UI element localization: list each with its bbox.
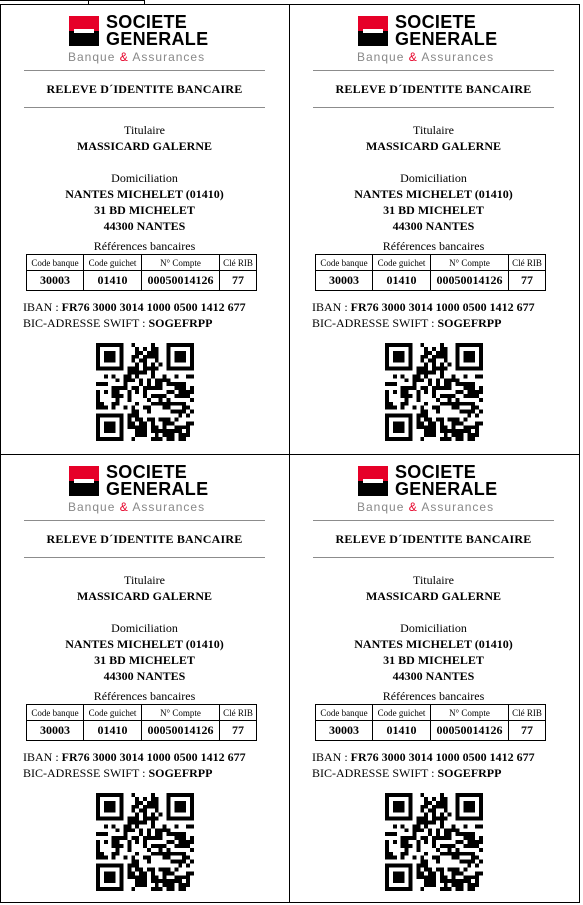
rib-card-2 [289, 4, 578, 453]
logo-tagline: Banque & Assurances [357, 500, 495, 514]
bic-line [312, 316, 501, 331]
bic-line [312, 766, 501, 781]
value-code-guichet: 01410 [84, 721, 142, 741]
domiciliation-city: 44300 NANTES [392, 219, 475, 233]
iban-line [23, 750, 246, 765]
bank-references-table [26, 704, 257, 741]
qr-code-icon [96, 343, 194, 441]
qr-code-icon [385, 793, 483, 891]
value-code-banque: 30003 [27, 271, 84, 291]
sg-logo-mark-icon [358, 466, 388, 496]
bic-label: BIC-ADRESSE SWIFT : [23, 766, 149, 780]
value-code-guichet: 01410 [84, 271, 142, 291]
divider [313, 520, 554, 521]
rib-title: RELEVE D´IDENTITE BANCAIRE [335, 82, 532, 96]
logo-text-line2: GENERALE [395, 479, 498, 499]
iban-value: FR76 3000 3014 1000 0500 1412 677 [61, 750, 246, 764]
holder-name: MASSICARD GALERNE [365, 589, 502, 603]
table-row [27, 271, 257, 291]
iban-line [312, 750, 535, 765]
bic-label: BIC-ADRESSE SWIFT : [312, 316, 438, 330]
value-cle-rib: 77 [220, 721, 257, 741]
bank-references-table [26, 254, 257, 291]
holder-name: MASSICARD GALERNE [76, 139, 213, 153]
iban-line [23, 300, 246, 315]
header-cle-rib: Clé RIB [220, 705, 257, 721]
table-header-row [316, 255, 546, 271]
domiciliation-label: Domiciliation [400, 621, 467, 635]
divider [313, 107, 554, 108]
header-cle-rib: Clé RIB [220, 255, 257, 271]
domiciliation-street: 31 BD MICHELET [94, 203, 195, 217]
holder-name: MASSICARD GALERNE [365, 139, 502, 153]
header-numero-compte: N° Compte [142, 255, 220, 271]
societe-generale-logo [66, 12, 226, 62]
header-numero-compte: N° Compte [431, 705, 509, 721]
divider [24, 70, 265, 71]
logo-text-line2: GENERALE [395, 29, 498, 49]
divider [24, 107, 265, 108]
domiciliation-branch: NANTES MICHELET (01410) [65, 187, 224, 201]
value-cle-rib: 77 [509, 721, 546, 741]
logo-text-line2: GENERALE [106, 479, 209, 499]
header-code-guichet: Code guichet [84, 705, 142, 721]
bic-value: SOGEFRPP [148, 766, 213, 780]
rib-card-3 [0, 454, 289, 903]
references-label: Références bancaires [93, 239, 196, 253]
holder-label: Titulaire [413, 123, 454, 137]
rib-card-4 [289, 454, 578, 903]
domiciliation-branch: NANTES MICHELET (01410) [354, 637, 513, 651]
bank-references-table [315, 254, 546, 291]
domiciliation-branch: NANTES MICHELET (01410) [65, 637, 224, 651]
domiciliation-city: 44300 NANTES [392, 669, 475, 683]
header-numero-compte: N° Compte [431, 255, 509, 271]
value-cle-rib: 77 [509, 271, 546, 291]
table-row [316, 271, 546, 291]
table-row [316, 721, 546, 741]
bic-value: SOGEFRPP [437, 766, 502, 780]
bank-references-table [315, 704, 546, 741]
holder-label: Titulaire [413, 573, 454, 587]
iban-value: FR76 3000 3014 1000 0500 1412 677 [350, 300, 535, 314]
iban-label: IBAN : [312, 300, 351, 314]
logo-text-line1: SOCIETE [395, 462, 477, 482]
qr-code-icon [385, 343, 483, 441]
references-label: Références bancaires [93, 689, 196, 703]
logo-tagline: Banque & Assurances [68, 500, 206, 514]
qr-code-icon [96, 793, 194, 891]
header-code-guichet: Code guichet [373, 255, 431, 271]
header-code-guichet: Code guichet [373, 705, 431, 721]
table-row [27, 721, 257, 741]
domiciliation-city: 44300 NANTES [103, 219, 186, 233]
rib-title: RELEVE D´IDENTITE BANCAIRE [335, 532, 532, 546]
bic-line [23, 766, 212, 781]
value-numero-compte: 00050014126 [431, 271, 509, 291]
header-code-banque: Code banque [316, 705, 373, 721]
societe-generale-logo [355, 12, 515, 62]
iban-label: IBAN : [312, 750, 351, 764]
domiciliation-branch: NANTES MICHELET (01410) [354, 187, 513, 201]
sg-logo-mark-icon [69, 16, 99, 46]
header-code-guichet: Code guichet [84, 255, 142, 271]
logo-text-line1: SOCIETE [395, 12, 477, 32]
divider [313, 70, 554, 71]
iban-label: IBAN : [23, 300, 62, 314]
logo-text-line1: SOCIETE [106, 12, 188, 32]
iban-value: FR76 3000 3014 1000 0500 1412 677 [61, 300, 246, 314]
value-code-banque: 30003 [316, 721, 373, 741]
domiciliation-label: Domiciliation [111, 621, 178, 635]
domiciliation-label: Domiciliation [400, 171, 467, 185]
domiciliation-street: 31 BD MICHELET [383, 653, 484, 667]
value-code-banque: 30003 [27, 721, 84, 741]
societe-generale-logo [66, 462, 226, 512]
value-code-guichet: 01410 [373, 271, 431, 291]
references-label: Références bancaires [382, 689, 485, 703]
value-numero-compte: 00050014126 [142, 271, 220, 291]
logo-text-line1: SOCIETE [106, 462, 188, 482]
value-code-guichet: 01410 [373, 721, 431, 741]
bic-value: SOGEFRPP [437, 316, 502, 330]
domiciliation-city: 44300 NANTES [103, 669, 186, 683]
table-header-row [27, 705, 257, 721]
value-numero-compte: 00050014126 [142, 721, 220, 741]
divider [24, 557, 265, 558]
logo-tagline: Banque & Assurances [68, 50, 206, 64]
logo-text-line2: GENERALE [106, 29, 209, 49]
bic-label: BIC-ADRESSE SWIFT : [23, 316, 149, 330]
references-label: Références bancaires [382, 239, 485, 253]
bic-line [23, 316, 212, 331]
rib-title: RELEVE D´IDENTITE BANCAIRE [46, 532, 243, 546]
holder-label: Titulaire [124, 123, 165, 137]
holder-name: MASSICARD GALERNE [76, 589, 213, 603]
sg-logo-mark-icon [358, 16, 388, 46]
table-header-row [316, 705, 546, 721]
header-numero-compte: N° Compte [142, 705, 220, 721]
value-code-banque: 30003 [316, 271, 373, 291]
header-cle-rib: Clé RIB [509, 705, 546, 721]
value-cle-rib: 77 [220, 271, 257, 291]
table-header-row [27, 255, 257, 271]
bic-label: BIC-ADRESSE SWIFT : [312, 766, 438, 780]
header-code-banque: Code banque [316, 255, 373, 271]
divider [313, 557, 554, 558]
value-numero-compte: 00050014126 [431, 721, 509, 741]
iban-line [312, 300, 535, 315]
iban-label: IBAN : [23, 750, 62, 764]
holder-label: Titulaire [124, 573, 165, 587]
domiciliation-street: 31 BD MICHELET [94, 653, 195, 667]
iban-value: FR76 3000 3014 1000 0500 1412 677 [350, 750, 535, 764]
sg-logo-mark-icon [69, 466, 99, 496]
rib-card-1 [0, 4, 289, 453]
header-code-banque: Code banque [27, 255, 84, 271]
bic-value: SOGEFRPP [148, 316, 213, 330]
societe-generale-logo [355, 462, 515, 512]
domiciliation-label: Domiciliation [111, 171, 178, 185]
logo-tagline: Banque & Assurances [357, 50, 495, 64]
header-cle-rib: Clé RIB [509, 255, 546, 271]
rib-title: RELEVE D´IDENTITE BANCAIRE [46, 82, 243, 96]
domiciliation-street: 31 BD MICHELET [383, 203, 484, 217]
header-code-banque: Code banque [27, 705, 84, 721]
divider [24, 520, 265, 521]
